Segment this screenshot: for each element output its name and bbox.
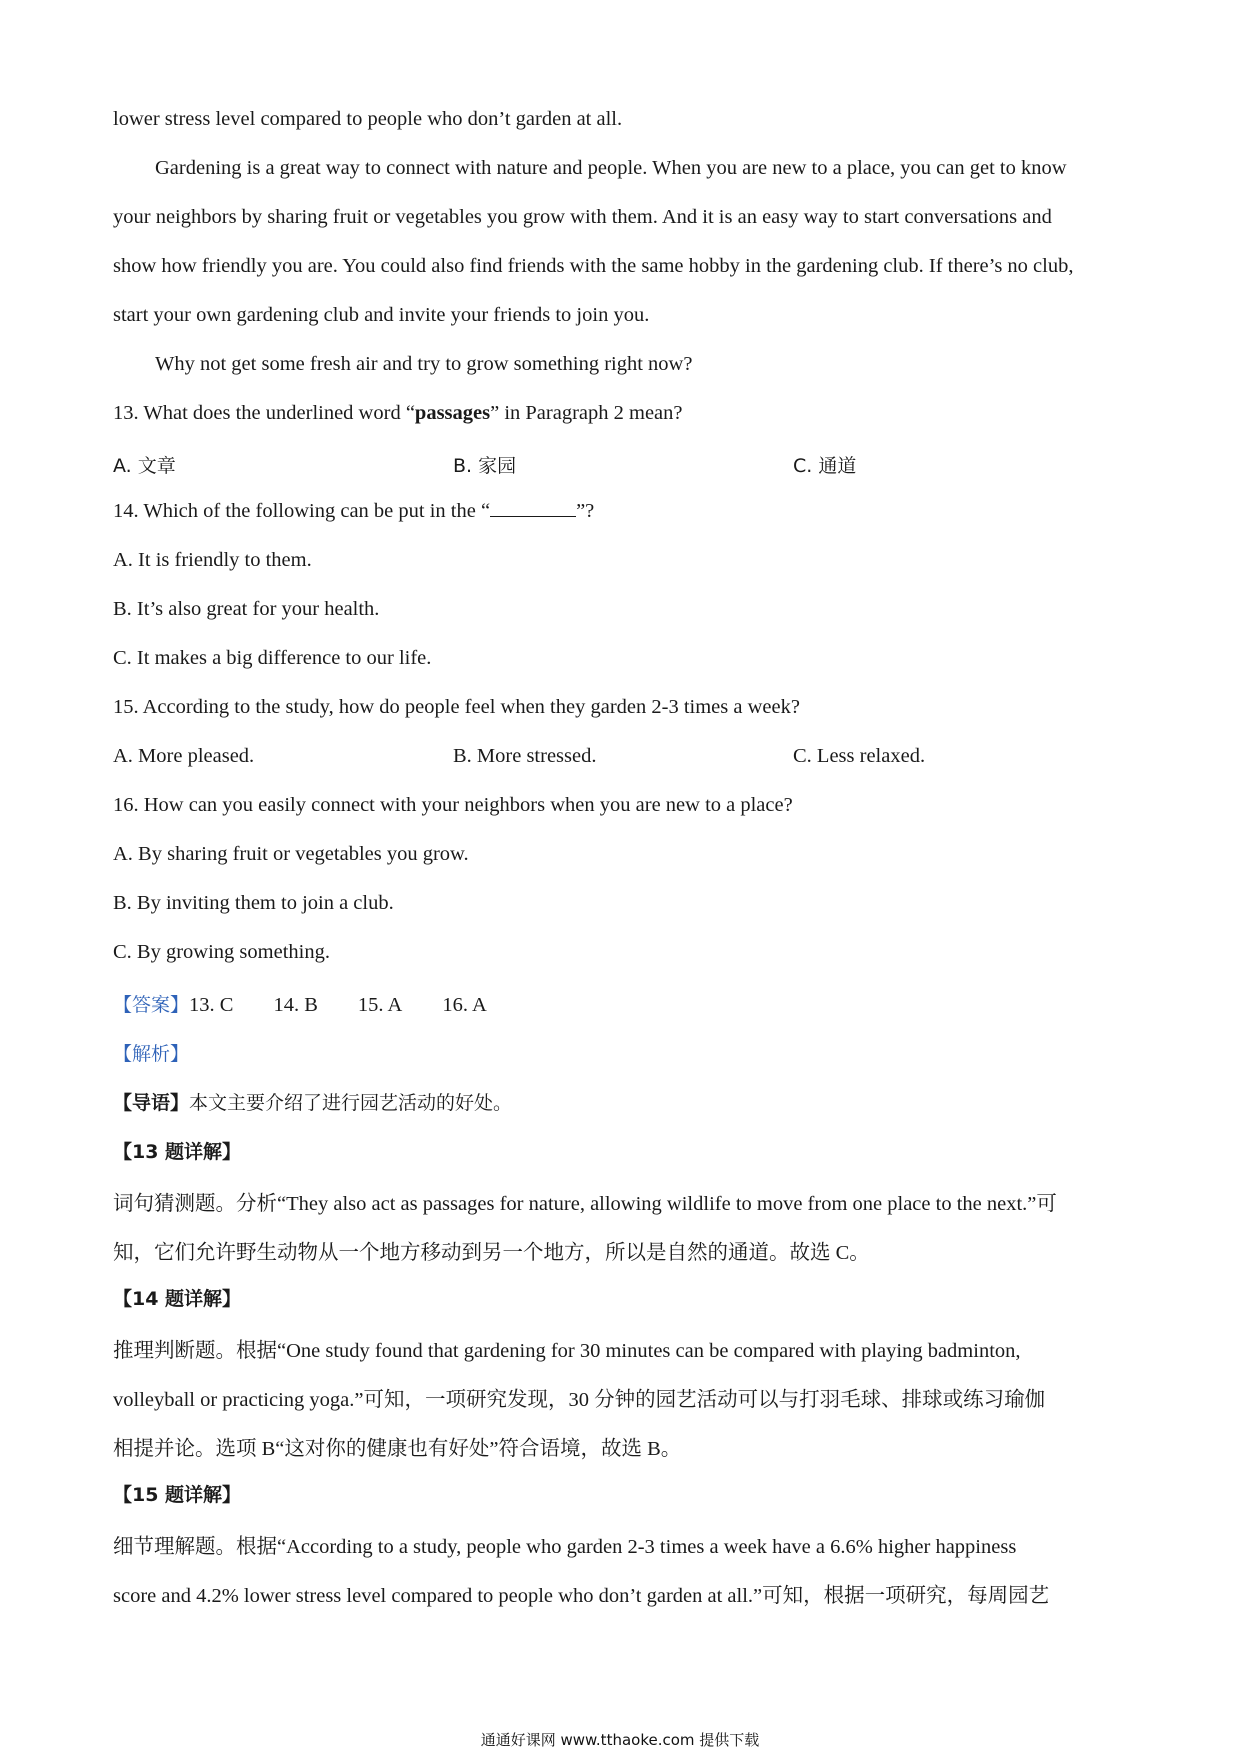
q15-detail-heading: 【15 题详解】: [113, 1484, 242, 1506]
question-15-stem: 15. According to the study, how do people feel when they garden 2-3 times a week?: [113, 696, 800, 718]
underlined-word: passages: [414, 402, 491, 424]
question-16-option-b: B. By inviting them to join a club.: [113, 892, 394, 914]
question-14-option-a: A. It is friendly to them.: [113, 549, 312, 571]
passage-line: lower stress level compared to people who don’t garden at all.: [113, 108, 623, 130]
answer-line: [113, 990, 487, 1017]
answer-label: 【答案】: [113, 994, 190, 1016]
question-13-stem: 13. What does the underlined word “passages” in Paragraph 2 mean?: [113, 402, 683, 424]
answer-item: 13. C: [189, 994, 234, 1016]
question-16-option-a: A. By sharing fruit or vegetables you grow.: [113, 843, 469, 865]
q13-detail-line: 知，它们允许野生动物从一个地方移动到另一个地方，所以是自然的通道。故选 C。: [113, 1242, 870, 1264]
question-13-option-a: A. 文章: [113, 455, 176, 477]
question-13-option-b: B. 家园: [453, 455, 517, 477]
page-footer[interactable]: 通通好课网 www.tthaoke.com 提供下载: [480, 1731, 760, 1749]
question-16-stem: 16. How can you easily connect with your neighbors when you are new to a place?: [113, 794, 793, 816]
q14-detail-heading: 【14 题详解】: [113, 1288, 242, 1310]
passage-line: start your own gardening club and invite your friends to join you.: [113, 304, 650, 326]
q15-detail-line: 细节理解题。根据“According to a study, people who garden 2-3 times a week have a 6.6% higher happiness: [113, 1536, 1017, 1558]
intro-line: 【导语】本文主要介绍了进行园艺活动的好处。: [113, 1092, 513, 1114]
question-14-option-c: C. It makes a big difference to our life.: [113, 647, 432, 669]
question-15-option-a: A. More pleased.: [113, 745, 255, 767]
question-14-stem: 14. Which of the following can be put in the “ ”?: [113, 500, 595, 522]
question-13-option-c: C. 通道: [793, 455, 857, 477]
answer-blank: [490, 502, 576, 517]
question-15-option-b: B. More stressed.: [453, 745, 597, 767]
question-16-option-c: C. By growing something.: [113, 941, 330, 963]
passage-line: Gardening is a great way to connect with nature and people. When you are new to a place, you can get to know: [155, 157, 1067, 179]
q13-detail-heading: 【13 题详解】: [113, 1141, 242, 1163]
q14-detail-line: 相提并论。选项 B“这对你的健康也有好处”符合语境，故选 B。: [113, 1438, 682, 1460]
q13-detail-line: 词句猜测题。分析“They also act as passages for nature, allowing wildlife to move from one place to the next.”可: [113, 1193, 1057, 1215]
question-14-option-b: B. It’s also great for your health.: [113, 598, 380, 620]
q15-detail-line: score and 4.2% lower stress level compared to people who don’t garden at all.”可知，根据一项研究，每周园艺: [113, 1585, 1050, 1607]
answer-item: 16. A: [442, 994, 487, 1016]
question-15-option-c: C. Less relaxed.: [793, 745, 926, 767]
passage-line: Why not get some fresh air and try to grow something right now?: [155, 353, 693, 375]
q14-detail-line: 推理判断题。根据“One study found that gardening for 30 minutes can be compared with playing badminton,: [113, 1340, 1021, 1362]
passage-line: your neighbors by sharing fruit or vegetables you grow with them. And it is an easy way to start conversations and: [113, 206, 1052, 228]
q14-detail-line: volleyball or practicing yoga.”可知，一项研究发现，30 分钟的园艺活动可以与打羽毛球、排球或练习瑜伽: [113, 1389, 1046, 1411]
answer-item: 14. B: [273, 994, 318, 1016]
analysis-label: 【解析】: [113, 1043, 190, 1065]
answer-item: 15. A: [357, 994, 403, 1016]
intro-label: 【导语】: [113, 1092, 190, 1114]
passage-line: show how friendly you are. You could also find friends with the same hobby in the gardening club. If there’s no club,: [113, 255, 1074, 277]
